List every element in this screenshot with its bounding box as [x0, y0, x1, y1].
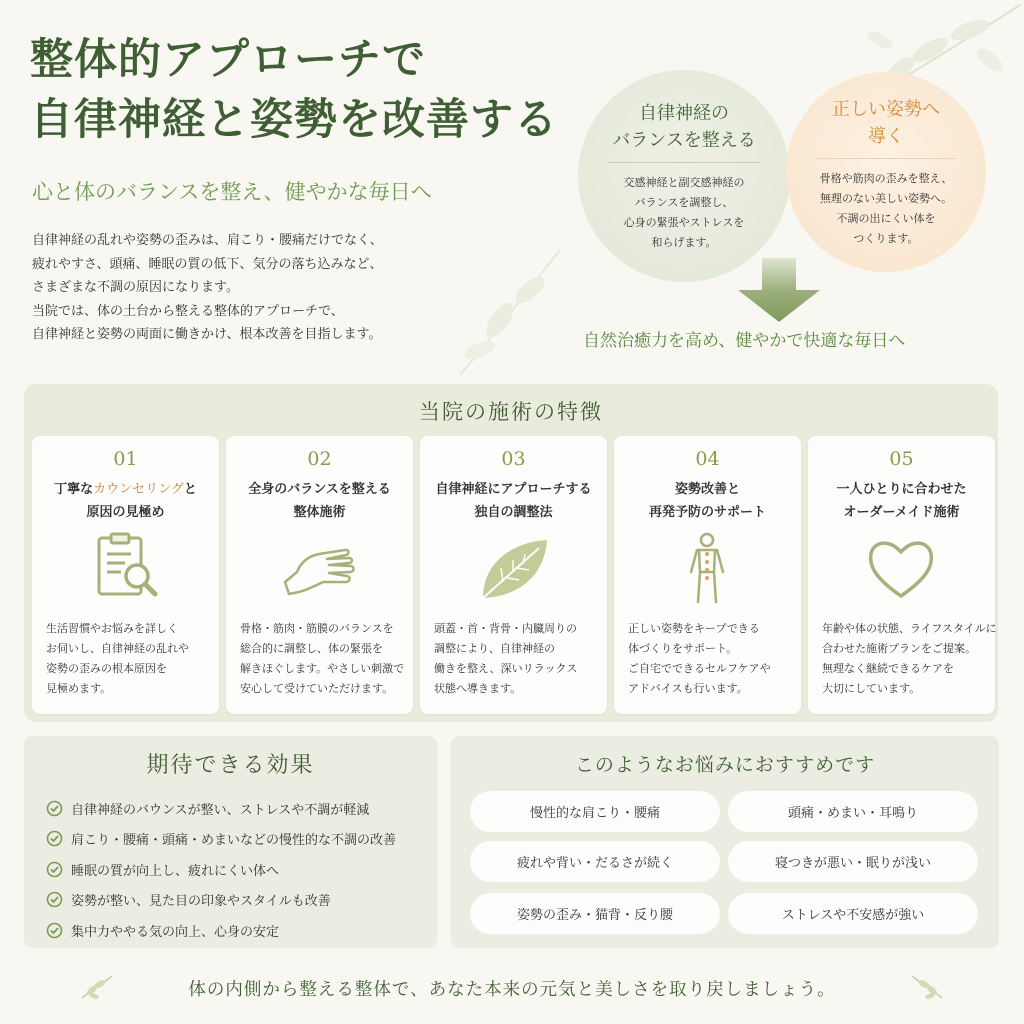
check-circle-icon — [46, 861, 63, 878]
hand-icon — [279, 532, 359, 604]
feature-body-line: 状態へ導きます。 — [434, 682, 522, 695]
feature-number: 02 — [307, 448, 332, 470]
effects-list — [46, 793, 396, 946]
check-circle-icon — [46, 800, 63, 817]
circle-body-line: 骨格や筋肉の歪みを整え、 — [819, 172, 953, 185]
feature-body-line: 年齢や体の状態、ライフスタイルに — [822, 622, 997, 635]
effect-item — [46, 793, 396, 824]
effect-item — [46, 915, 396, 946]
troubles-title: このようなお悩みにおすすめです — [574, 754, 876, 776]
effects-section — [24, 736, 437, 948]
circle-body — [624, 173, 745, 253]
feature-title — [32, 478, 219, 524]
circle-body-line: 交感神経と副交感神経の — [623, 176, 745, 189]
feature-body-line: 正しい姿勢をキープできる — [628, 622, 760, 635]
feature-title-line1: 姿勢改善と — [674, 482, 740, 497]
page-title-line1: 整体的アプローチで — [30, 35, 426, 85]
feature-card-03 — [420, 436, 607, 714]
intro-line: 疲れやすさ、頭痛、睡眠の質の低下、気分の落ち込みなど、 — [32, 256, 383, 272]
trouble-pill: 頭痛・めまい・耳鳴り — [728, 791, 978, 832]
effect-item — [46, 824, 396, 855]
features-title: 当院の施術の特徴 — [419, 400, 603, 424]
feature-body-line: アドバイスも行います。 — [628, 682, 748, 695]
result-caption: 自然治癒力を高め、健やかで快適な毎日へ — [583, 331, 906, 351]
page-subtitle: 心と体のバランスを整え、健やかな毎日へ — [32, 180, 432, 204]
feature-title — [808, 478, 995, 524]
circle-body-line: バランスを調整し、 — [634, 196, 734, 209]
intro-line: 自律神経の乱れや姿勢の歪みは、肩こり・腰痛だけでなく、 — [32, 233, 383, 248]
feature-number: 01 — [113, 448, 138, 470]
effect-text: 集中力ややる気の向上、心身の安定 — [71, 924, 280, 940]
feature-title — [420, 478, 607, 524]
intro-line: 当院では、体の土台から整える整体的アプローチで、 — [32, 303, 344, 319]
trouble-pill: 寝つきが悪い・眠りが浅い — [728, 841, 978, 882]
effect-text: 睡眠の質が向上し、疲れにくい体へ — [71, 863, 280, 879]
down-arrow-icon — [736, 258, 822, 324]
feature-body-line: 見極めます。 — [46, 682, 112, 695]
feature-title-line2: 独自の調整法 — [474, 505, 553, 520]
body-posture-icon — [667, 532, 747, 604]
feature-card-01 — [32, 436, 219, 714]
feature-body — [628, 619, 771, 699]
page-title — [30, 30, 558, 150]
feature-body-line: ご自宅でできるセルフケアや — [628, 662, 771, 675]
feature-body-line: 調整により、自律神経の — [434, 642, 555, 655]
feature-body-line: 大切にしています。 — [822, 682, 921, 695]
page-title-line2: 自律神経と姿勢を改善する — [30, 95, 558, 145]
feature-body-line: 骨格・筋肉・筋膜のバランスを — [240, 622, 394, 635]
feature-title-line2: オーダーメイド施術 — [843, 505, 960, 520]
divider — [609, 162, 759, 163]
autonomic-balance-circle — [578, 70, 790, 282]
feature-title-line1: 全身のバランスを整える — [248, 482, 391, 497]
feature-body-line: 頭蓋・首・背骨・内臓周りの — [434, 622, 577, 635]
feature-body — [822, 619, 997, 699]
feature-title-line1 — [32, 478, 219, 501]
divider — [816, 158, 956, 159]
circle-title-line1: 正しい姿勢へ — [832, 99, 940, 120]
feature-title-line2: 原因の見極め — [86, 505, 165, 520]
intro-text — [32, 229, 462, 347]
circle-body — [820, 169, 953, 249]
effect-item — [46, 854, 396, 885]
feature-title-line1: 一人ひとりに合わせた — [836, 482, 967, 497]
feature-title-line2: 整体施術 — [293, 505, 346, 520]
feature-title — [614, 478, 801, 524]
heart-icon — [861, 532, 941, 604]
check-circle-icon — [46, 922, 63, 939]
posture-circle — [786, 72, 986, 272]
feature-title-part: と — [183, 482, 197, 497]
feature-body-line: 体づくりをサポート。 — [628, 642, 738, 655]
feature-body-line: 生活習慣やお悩みを詳しく — [46, 622, 178, 635]
effect-text: 姿勢が整い、見た目の印象やスタイルも改善 — [71, 894, 331, 910]
check-circle-icon — [46, 891, 63, 908]
feature-body-line: 解きほぐします。やさしい刺激で — [240, 662, 405, 675]
feature-body-line: 総合的に調整し、体の緊張を — [240, 642, 383, 655]
circle-title — [832, 96, 940, 150]
closing-message: 体の内側から整える整体で、あなた本来の元気と美しさを取り戻しましょう。 — [188, 980, 836, 1000]
feature-title-line2: 再発予防のサポート — [648, 505, 766, 520]
feature-card-02 — [226, 436, 413, 714]
check-circle-icon — [46, 830, 63, 847]
feature-card-05 — [808, 436, 995, 714]
feature-title-part: 丁寧な — [54, 482, 94, 497]
circle-body-line: つくります。 — [853, 232, 919, 245]
circle-title — [612, 100, 755, 154]
features-section — [24, 384, 998, 722]
feature-body-line: お伺いし、自律神経の乱れや — [46, 642, 189, 655]
feature-body-line: 姿勢の歪みの根本原因を — [46, 662, 167, 675]
feature-number: 05 — [889, 448, 914, 470]
effect-item — [46, 885, 396, 916]
feature-number: 03 — [501, 448, 526, 470]
feature-body-line: 無理なく継続できるケアを — [822, 662, 954, 675]
feature-body — [434, 619, 577, 699]
circle-body-line: 和らげます。 — [651, 236, 717, 249]
circle-title-line2: バランスを整える — [612, 130, 756, 151]
trouble-pill: ストレスや不安感が強い — [728, 893, 978, 934]
trouble-pill: 疲れや背い・だるさが続く — [470, 841, 720, 882]
circle-body-line: 不調の出にくい体を — [836, 212, 936, 225]
intro-line: さまざまな不調の原因になります。 — [32, 280, 239, 295]
trouble-pill: 慢性的な肩こり・腰痛 — [470, 791, 720, 832]
leaf-icon — [473, 532, 553, 604]
intro-line: 自律神経と姿勢の両面に働きかけ、根本改善を目指します。 — [32, 327, 382, 342]
feature-body — [240, 619, 404, 699]
effect-text: 肩こり・腰痛・頭痛・めまいなどの慢性的な不調の改善 — [71, 833, 397, 849]
feature-title-line1: 自律神経にアプローチする — [435, 482, 592, 497]
effect-text: 自律神経のバウンスが整い、ストレスや不調が軽減 — [71, 802, 370, 818]
circle-title-line2: 導く — [868, 126, 904, 147]
effects-title: 期待できる効果 — [146, 753, 315, 778]
feature-body-line: 安心して受けていただけます。 — [240, 682, 394, 695]
circle-title-line1: 自律神経の — [639, 103, 729, 124]
feature-body-line: 働きを整え、深いリラックス — [434, 662, 578, 675]
clipboard-search-icon — [85, 532, 165, 604]
circle-body-line: 心身の緊張やストレスを — [623, 216, 745, 229]
feature-card-04 — [614, 436, 801, 714]
feature-title — [226, 478, 413, 524]
troubles-section — [451, 736, 999, 948]
feature-body-line: 合わせた施術プランをご提案。 — [822, 642, 976, 655]
leaf-sprig-right-icon — [910, 972, 946, 1002]
feature-body — [46, 619, 189, 699]
circle-body-line: 無理のない美しい姿勢へ。 — [819, 192, 952, 205]
trouble-pill: 姿勢の歪み・猫背・反り腰 — [470, 893, 720, 934]
feature-number: 04 — [695, 448, 720, 470]
feature-title-highlight: カウンセリング — [93, 482, 184, 497]
